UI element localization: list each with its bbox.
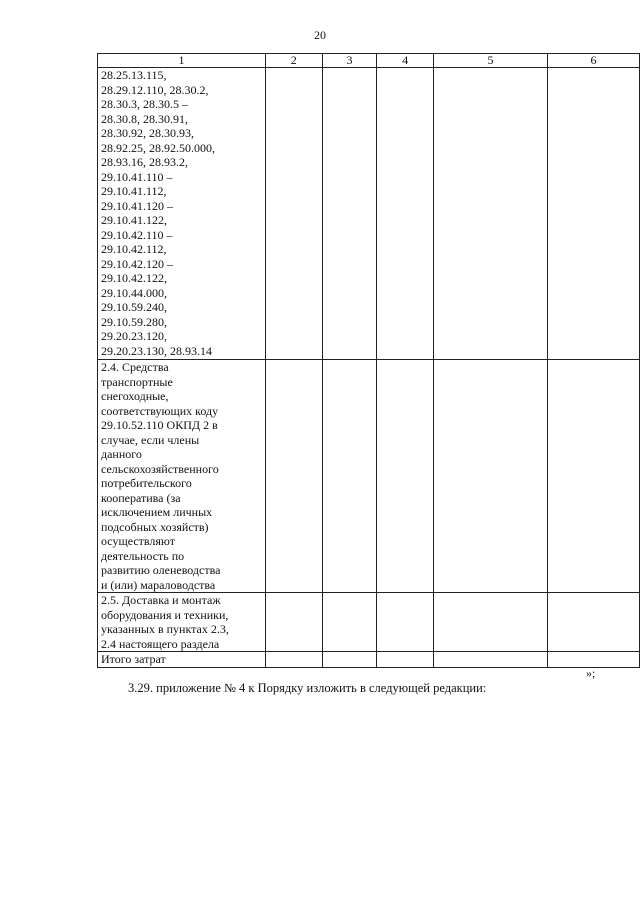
table-cell bbox=[322, 652, 377, 668]
table-row bbox=[98, 68, 640, 360]
table-cell bbox=[547, 593, 639, 652]
table-cell bbox=[265, 593, 322, 652]
column-header: 1 bbox=[98, 54, 266, 68]
table-cell bbox=[377, 652, 434, 668]
row-description: 2.5. Доставка и монтаж оборудования и техники, указанных в пунктах 2.3, 2.4 настоящего раздела bbox=[98, 593, 266, 652]
amendment-clause: 3.29. приложение № 4 к Порядку изложить в следующей редакции: bbox=[128, 681, 487, 695]
table-cell bbox=[377, 360, 434, 593]
column-header: 6 bbox=[547, 54, 639, 68]
row-description: 28.25.13.115, 28.29.12.110, 28.30.2, 28.30.3, 28.30.5 – 28.30.8, 28.30.91, 28.30.92, 28.30.93, 28.92.25, 28.92.50.000, 28.93.16, 28.93.2, 29.10.41.110 – 29.10.41.112, 29.10.41.120 – 29.10.41.122, 29.10.42.110 – 29.10.42.112, 29.10.42.120 – 29.10.42.122, 29.10.44.000, 29.10.59.240, 29.10.59.280, 29.20.23.120, 29.20.23.130, 28.93.14 bbox=[98, 68, 266, 360]
page-number: 20 bbox=[314, 28, 326, 42]
table-cell bbox=[265, 652, 322, 668]
column-header: 2 bbox=[265, 54, 322, 68]
table-row bbox=[98, 360, 640, 593]
column-header: 3 bbox=[322, 54, 377, 68]
column-header: 4 bbox=[377, 54, 434, 68]
table-cell bbox=[434, 360, 548, 593]
table-cell bbox=[434, 593, 548, 652]
table-row bbox=[98, 593, 640, 652]
table-cell bbox=[377, 68, 434, 360]
table-cell bbox=[434, 652, 548, 668]
table-cell bbox=[377, 593, 434, 652]
row-description: 2.4. Средства транспортные снегоходные, соответствующих коду 29.10.52.110 ОКПД 2 в случае, если члены данного сельскохозяйственного потребительского кооператива (за исключением личных подсобных хозяйств) осуществляют деятельность по развитию оленеводства и (или) мараловодства bbox=[98, 360, 266, 593]
table-row-total bbox=[98, 652, 640, 668]
table-cell bbox=[322, 68, 377, 360]
total-label: Итого затрат bbox=[98, 652, 266, 668]
table-cell bbox=[434, 68, 548, 360]
table-cell bbox=[265, 360, 322, 593]
table-header-row bbox=[98, 54, 640, 68]
table-cell bbox=[322, 360, 377, 593]
cost-table bbox=[97, 53, 640, 668]
column-header: 5 bbox=[434, 54, 548, 68]
closing-quote-mark: »; bbox=[586, 666, 596, 680]
table-cell bbox=[265, 68, 322, 360]
table-cell bbox=[322, 593, 377, 652]
table-cell bbox=[547, 652, 639, 668]
table-cell bbox=[547, 68, 639, 360]
table-cell bbox=[547, 360, 639, 593]
